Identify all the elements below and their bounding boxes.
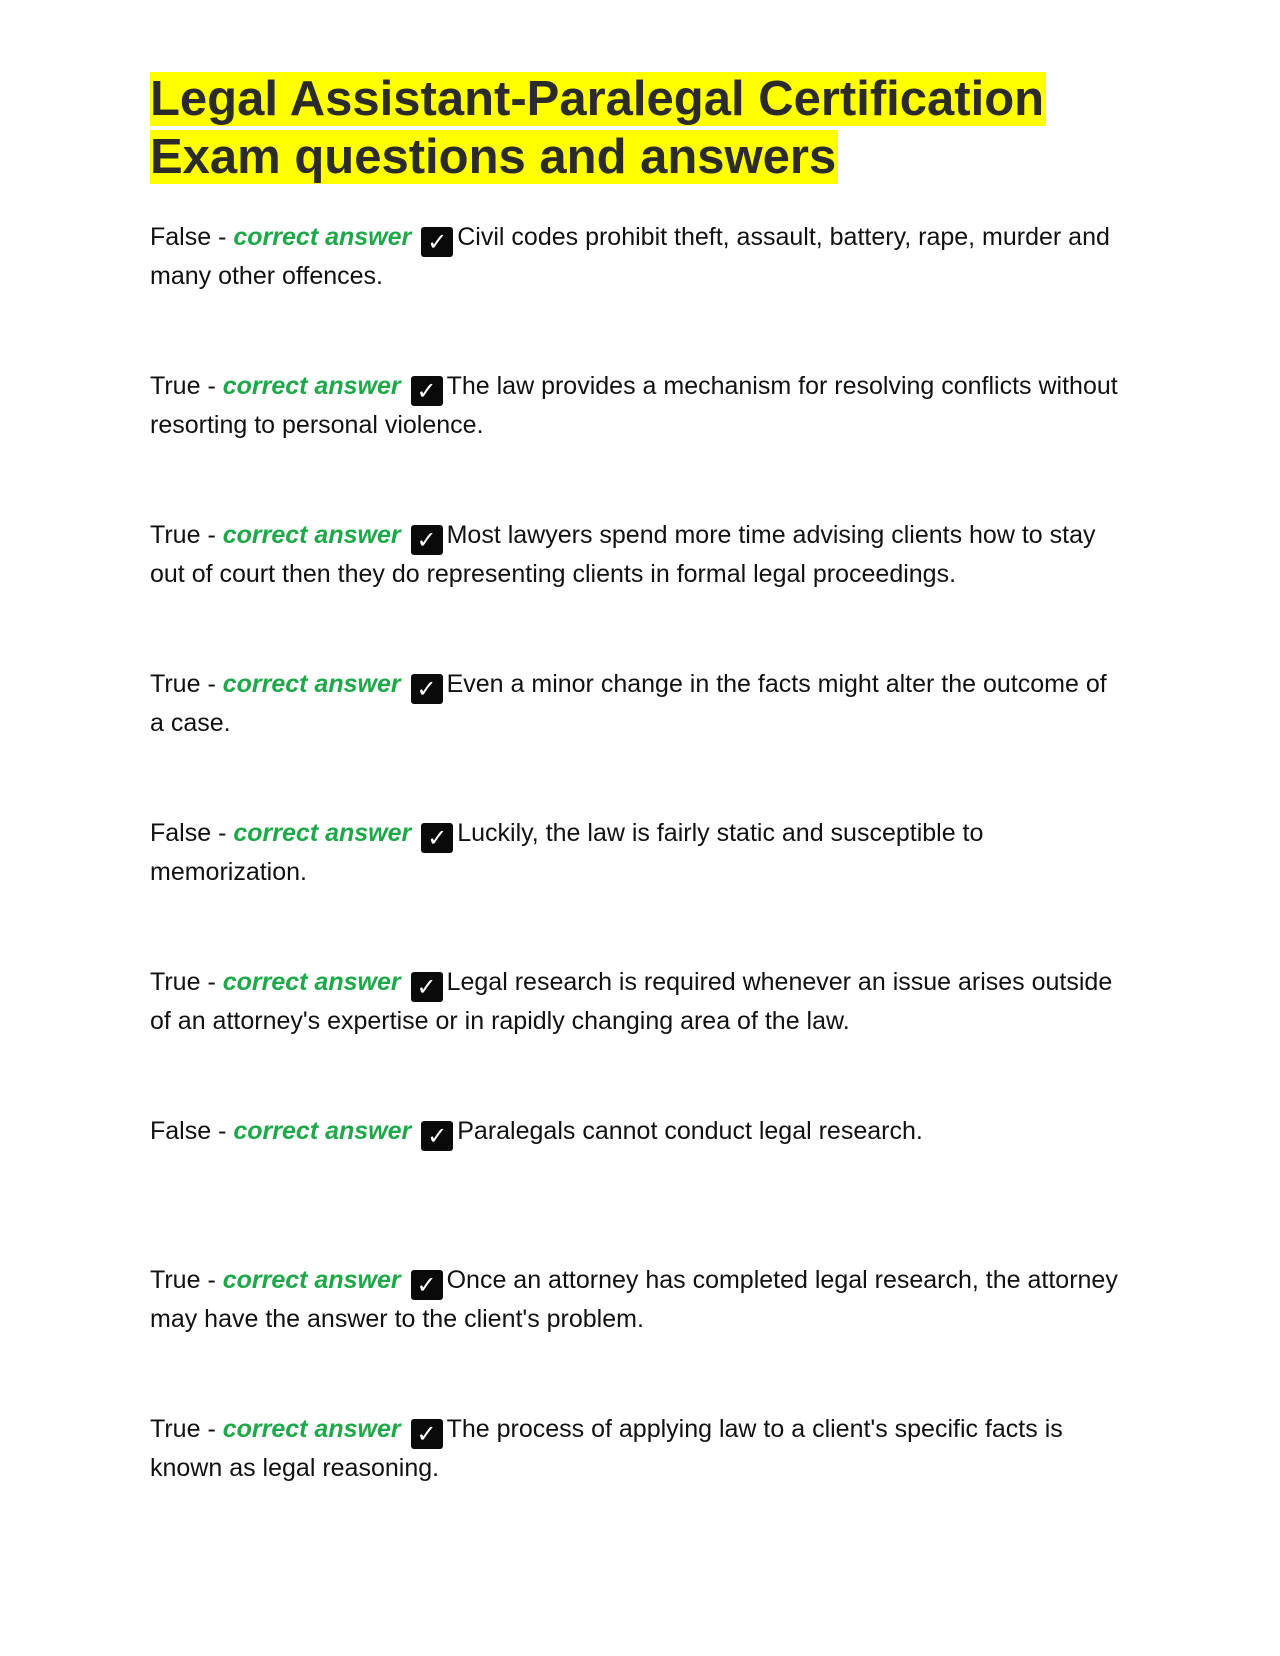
answer-separator: -	[207, 1266, 216, 1294]
correct-answer-label: correct answer	[222, 1415, 401, 1443]
answer-separator: -	[218, 1117, 227, 1145]
correct-answer-label: correct answer	[233, 1117, 412, 1145]
correct-answer-label: correct answer	[222, 372, 401, 400]
page-title	[150, 70, 1150, 186]
question-text: Even a minor change in the facts might alter the outcome of a case.	[150, 670, 1107, 737]
answer-value: False	[150, 223, 212, 251]
answer-value: True	[150, 1415, 201, 1443]
qa-entry	[150, 367, 1125, 444]
question-text: Paralegals cannot conduct legal research.	[457, 1117, 923, 1145]
answer-value: True	[150, 372, 201, 400]
correct-answer-label: correct answer	[222, 968, 401, 996]
question-text: Legal research is required whenever an issue arises outside of an attorney's expertise or in rapidly changing area of the law.	[150, 968, 1113, 1035]
question-text: Civil codes prohibit theft, assault, battery, rape, murder and many other offences.	[150, 223, 1110, 290]
checkmark-icon: ✓	[421, 1121, 453, 1151]
qa-entry	[150, 1261, 1125, 1338]
answer-value: True	[150, 968, 201, 996]
answer-separator: -	[218, 819, 227, 847]
checkmark-icon: ✓	[421, 823, 453, 853]
answer-separator: -	[207, 372, 216, 400]
question-text: The law provides a mechanism for resolving conflicts without resorting to personal violence.	[150, 372, 1118, 439]
correct-answer-label: correct answer	[233, 819, 412, 847]
correct-answer-label: correct answer	[222, 1266, 401, 1294]
answer-value: True	[150, 521, 201, 549]
answer-separator: -	[207, 968, 216, 996]
question-text: The process of applying law to a client's specific facts is known as legal reasoning.	[150, 1415, 1063, 1482]
answer-separator: -	[207, 670, 216, 698]
qa-entry	[150, 516, 1125, 593]
answer-separator: -	[218, 223, 227, 251]
answer-value: False	[150, 1117, 212, 1145]
qa-entry	[150, 814, 1125, 891]
qa-list	[150, 218, 1125, 1559]
answer-separator: -	[207, 1415, 216, 1443]
question-text: Luckily, the law is fairly static and susceptible to memorization.	[150, 819, 984, 886]
question-text: Most lawyers spend more time advising clients how to stay out of court then they do representing clients in formal legal proceedings.	[150, 521, 1096, 588]
qa-entry	[150, 963, 1125, 1040]
qa-entry	[150, 1410, 1125, 1487]
qa-entry	[150, 665, 1125, 742]
checkmark-icon: ✓	[411, 674, 443, 704]
answer-value: True	[150, 1266, 201, 1294]
title-highlight	[150, 72, 1046, 184]
question-text: Once an attorney has completed legal research, the attorney may have the answer to the client's problem.	[150, 1266, 1118, 1333]
qa-entry	[150, 1112, 1125, 1189]
checkmark-icon: ✓	[411, 525, 443, 555]
answer-value: False	[150, 819, 212, 847]
correct-answer-label: correct answer	[222, 521, 401, 549]
checkmark-icon: ✓	[411, 972, 443, 1002]
correct-answer-label: correct answer	[233, 223, 412, 251]
correct-answer-label: correct answer	[222, 670, 401, 698]
checkmark-icon: ✓	[411, 376, 443, 406]
qa-entry	[150, 218, 1125, 295]
checkmark-icon: ✓	[411, 1419, 443, 1449]
answer-value: True	[150, 670, 201, 698]
checkmark-icon: ✓	[411, 1270, 443, 1300]
checkmark-icon: ✓	[421, 227, 453, 257]
answer-separator: -	[207, 521, 216, 549]
title-line-2: Exam questions and answers	[150, 130, 837, 184]
title-line-1: Legal Assistant-Paralegal Certification	[150, 72, 1045, 126]
